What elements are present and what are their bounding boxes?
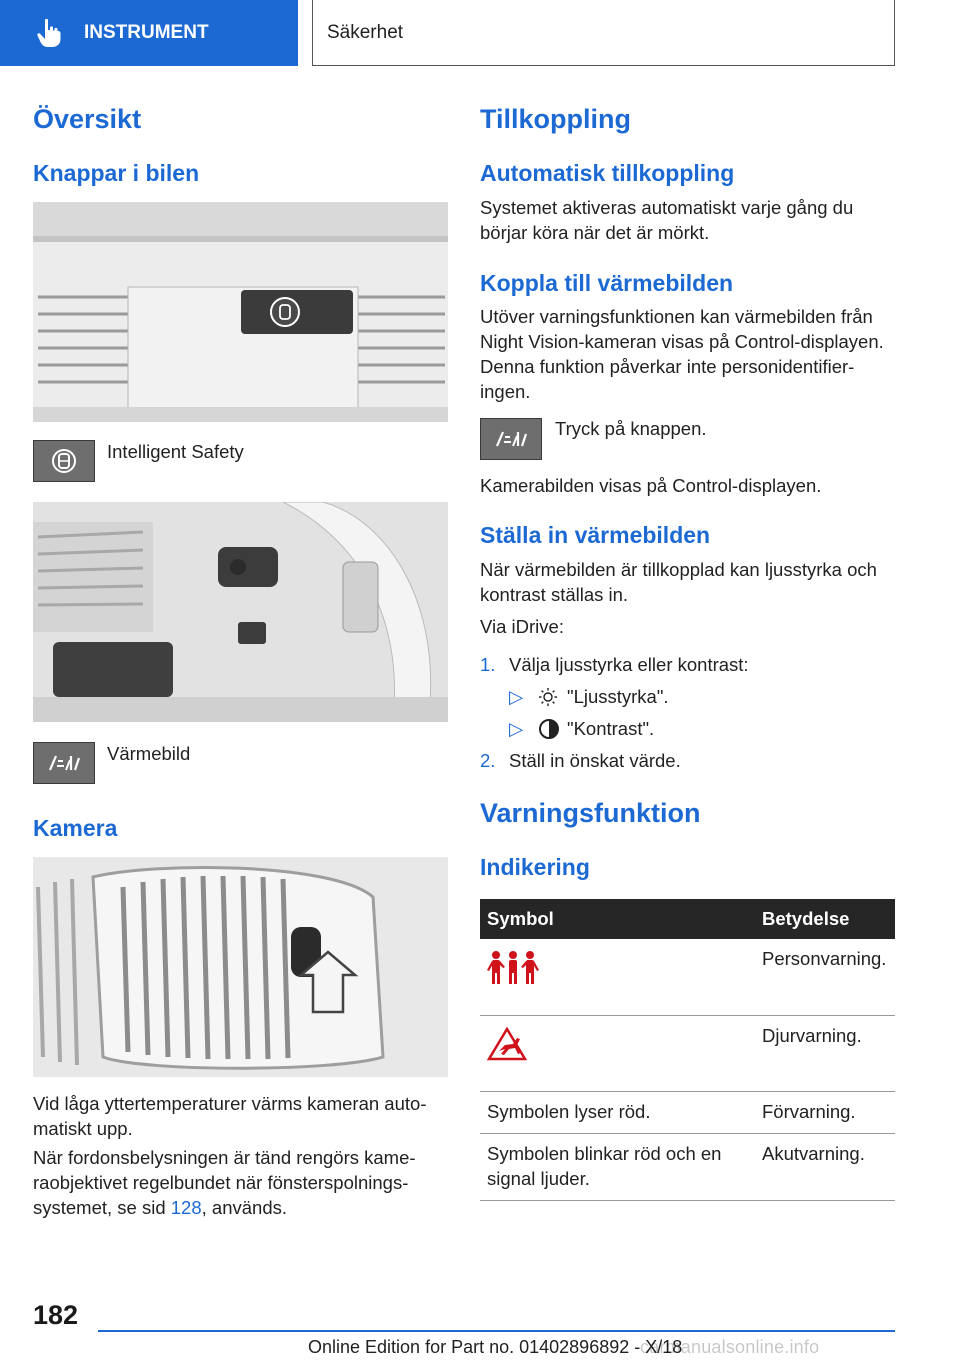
sub-item-marker: ▷ (509, 686, 524, 707)
watermark-text: carmanualsonline.info (640, 1337, 820, 1357)
table-row (480, 1133, 895, 1200)
intelligent-safety-button-icon (33, 440, 95, 482)
thermal-button-icon (480, 418, 542, 460)
grille-camera-photo (33, 857, 448, 1077)
intelligent-safety-label: Intelligent Safety (107, 441, 244, 462)
dashboard-buttons-photo (33, 202, 448, 422)
step-1-text: Välja ljusstyrka eller kontrast: (509, 654, 749, 675)
symbol-column-header: Symbol (480, 899, 755, 939)
brightness-option-text: "Ljusstyrka". (567, 686, 669, 707)
indication-table (480, 899, 895, 1201)
camera-cleaning-text (33, 1145, 448, 1220)
indication-heading: Indikering (480, 854, 590, 880)
camera-shown-text: Kamerabilden visas på Control-displayen. (480, 475, 822, 496)
thermal-image-label: Värmebild (107, 743, 191, 764)
meaning-column-header: Betydelse (755, 899, 895, 939)
section-label: Säkerhet (327, 21, 404, 43)
person-warning-symbol-cell (480, 939, 755, 1015)
instrument-tab[interactable] (0, 0, 298, 66)
via-idrive-text: Via iDrive: (480, 616, 564, 637)
steering-column-photo (33, 502, 448, 722)
section-tab (312, 0, 895, 66)
animal-warning-symbol-cell (480, 1015, 755, 1091)
press-button-text: Tryck på knappen. (555, 418, 707, 439)
contrast-icon (538, 718, 560, 740)
page-number: 182 (33, 1300, 79, 1330)
camera-heading: Kamera (33, 815, 118, 841)
instrument-tab-label: INSTRUMENT (84, 22, 209, 43)
contrast-option-text: "Kontrast". (567, 718, 655, 739)
pre-warning-meaning: Förvarning. (755, 1091, 895, 1133)
footer-divider (98, 1330, 895, 1332)
camera-heating-text: Vid låga yttertemperaturer värms kameran automatiskt upp. (33, 1093, 427, 1139)
warning-function-title: Varningsfunktion (480, 798, 701, 828)
person-warning-meaning: Personvarning. (755, 939, 895, 1015)
activation-title: Tillkoppling (480, 104, 631, 134)
table-row (480, 939, 895, 1015)
adjust-thermal-text: När värmebilden är tillkopplad kan ljusstyrka och kontrast ställas in. (480, 559, 877, 605)
acute-warning-meaning: Akutvarning. (755, 1133, 895, 1200)
table-row (480, 1015, 895, 1091)
adjust-thermal-heading: Ställa in värmebilden (480, 522, 711, 548)
camera-cleaning-text-a: När fordonsbelysningen är tänd rengörs kameraobjektivet regelbundet när fönsterspolningssystemet, se sid (33, 1147, 416, 1218)
connect-thermal-heading: Koppla till värmebilden (480, 270, 734, 296)
overview-title: Översikt (33, 104, 142, 134)
step-2-number: 2. (480, 750, 496, 771)
brightness-icon (538, 687, 558, 707)
camera-cleaning-text-b: , används. (201, 1197, 288, 1218)
animal-warning-icon (487, 1027, 531, 1061)
symbol-flashing-text: Symbolen blinkar röd och en signal ljuder. (480, 1133, 755, 1200)
thermal-image-button-icon (33, 742, 95, 784)
table-header-row (480, 899, 895, 939)
step-1-number: 1. (480, 654, 496, 675)
connect-thermal-text: Utöver varningsfunktionen kan värmebilden från Night Vision-kameran visas på Control-displayen. Denna funktion påverkar inte personidentifieringen. (480, 306, 884, 402)
hand-pointer-icon (36, 18, 62, 48)
person-warning-icon (487, 950, 539, 986)
table-row (480, 1091, 895, 1133)
step-2-text: Ställ in önskat värde. (509, 750, 681, 771)
edition-text: Online Edition for Part no. 01402896892 - X/18 (308, 1337, 683, 1357)
symbol-lit-text: Symbolen lyser röd. (480, 1091, 755, 1133)
auto-activation-text: Systemet aktiveras automatiskt varje gång du börjar köra när det är mörkt. (480, 197, 854, 243)
animal-warning-meaning: Djurvarning. (755, 1015, 895, 1091)
buttons-heading: Knappar i bilen (33, 160, 200, 186)
page-128-link[interactable]: 128 (170, 1197, 202, 1218)
sub-item-marker: ▷ (509, 718, 524, 739)
auto-activation-heading: Automatisk tillkoppling (480, 160, 735, 186)
